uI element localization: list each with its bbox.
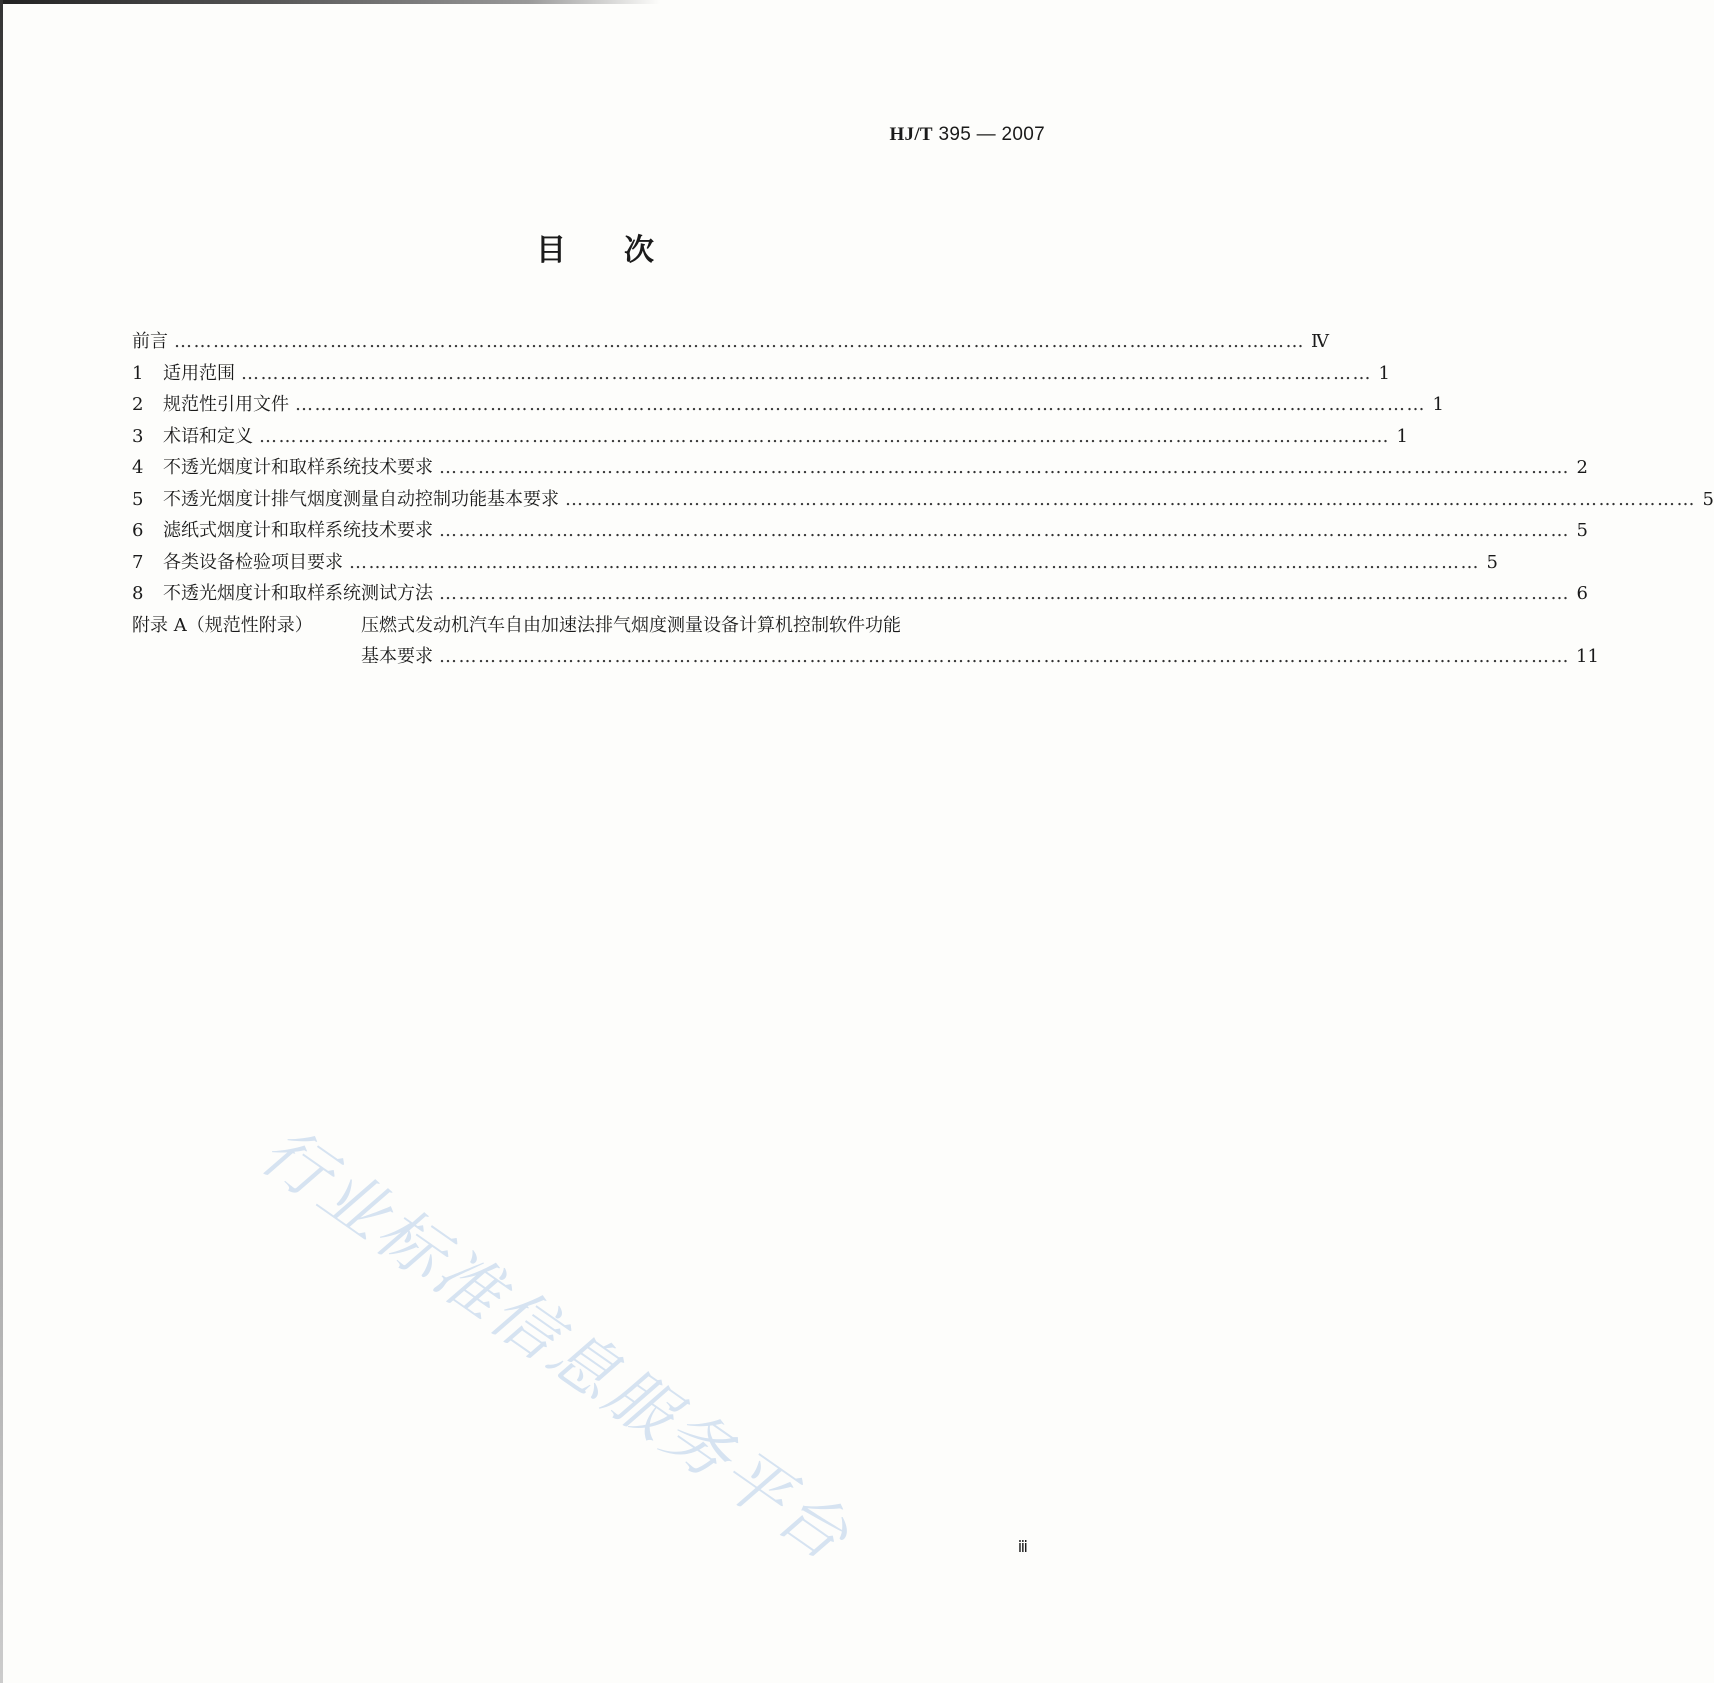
toc-label: 规范性引用文件 — [163, 394, 289, 415]
toc-page: 5 — [1702, 488, 1714, 510]
toc-label: 不透光烟度计排气烟度测量自动控制功能基本要求 — [163, 488, 559, 510]
toc-entry[interactable] — [132, 516, 1588, 548]
toc-page: 5 — [1576, 520, 1588, 541]
toc-number: 8 — [132, 583, 144, 604]
toc-entry[interactable] — [132, 485, 1714, 517]
toc-page: 1 — [1378, 362, 1390, 384]
toc-page: 1 — [1432, 394, 1444, 415]
toc-number: 7 — [132, 551, 144, 573]
standard-number: 395 — 2007 — [932, 124, 1045, 145]
toc-page: 2 — [1576, 457, 1588, 478]
dot-leader: ………………………………………………………………………………………………………………………………………………………… — [259, 425, 1390, 447]
appendix-title-line2: 基本要求 — [361, 646, 433, 667]
toc-number: 3 — [132, 425, 144, 447]
toc-label: 前言 — [132, 331, 168, 352]
toc-entry[interactable] — [132, 327, 1329, 359]
toc-page: 6 — [1576, 583, 1588, 604]
toc-appendix-entry[interactable] — [132, 611, 1046, 643]
toc-label: 滤纸式烟度计和取样系统技术要求 — [163, 520, 433, 541]
toc-page: 11 — [1576, 646, 1599, 667]
toc-appendix-continuation[interactable] — [132, 642, 1599, 674]
toc-entry[interactable] — [132, 359, 1390, 391]
dot-leader: ………………………………………………………………………………………………………………………………………………………… — [349, 551, 1480, 573]
dot-leader: ………………………………………………………………………………………………………………………………………………………… — [565, 488, 1696, 510]
toc-entry[interactable] — [132, 453, 1588, 485]
toc-title: 目次 — [536, 233, 712, 268]
toc-label: 不透光烟度计和取样系统技术要求 — [163, 457, 433, 478]
toc-page: 1 — [1396, 425, 1408, 447]
standard-prefix: HJ/T — [889, 124, 933, 145]
dot-leader: ………………………………………………………………………………………………………………………………………………………… — [439, 457, 1570, 478]
toc-entry[interactable] — [132, 390, 1444, 422]
toc-label: 不透光烟度计和取样系统测试方法 — [163, 583, 433, 604]
toc-label: 各类设备检验项目要求 — [163, 551, 343, 573]
dot-leader: ………………………………………………………………………………………………………………………………………………………… — [241, 362, 1372, 384]
dot-leader: ………………………………………………………………………………………………………………………………………………………… — [439, 646, 1570, 667]
standard-code — [889, 124, 1045, 146]
table-of-contents — [132, 327, 1714, 674]
appendix-title-line1: 压燃式发动机汽车自由加速法排气烟度测量设备计算机控制软件功能 — [361, 614, 901, 636]
toc-page: Ⅳ — [1311, 331, 1329, 352]
dot-leader: ………………………………………………………………………………………………………………………………………………………… — [439, 583, 1570, 604]
toc-number: 4 — [132, 457, 144, 478]
toc-label: 适用范围 — [163, 362, 235, 384]
toc-number: 5 — [132, 488, 144, 510]
appendix-lead: 附录 A（规范性附录） — [132, 614, 313, 636]
toc-entry[interactable] — [132, 579, 1588, 611]
toc-number: 1 — [132, 362, 144, 384]
scan-edge-top — [0, 0, 660, 4]
toc-number: 2 — [132, 394, 144, 415]
watermark: 行业标准信息服务平台 — [247, 1112, 865, 1577]
toc-entry[interactable] — [132, 548, 1498, 580]
dot-leader: ………………………………………………………………………………………………………………………………………………………… — [174, 331, 1305, 352]
toc-number: 6 — [132, 520, 144, 541]
toc-label: 术语和定义 — [163, 425, 253, 447]
dot-leader: ………………………………………………………………………………………………………………………………………………………… — [439, 520, 1570, 541]
toc-page: 5 — [1486, 551, 1498, 573]
page-number: ⅲ — [1017, 1539, 1028, 1556]
toc-entry[interactable] — [132, 422, 1408, 454]
dot-leader: ………………………………………………………………………………………………………………………………………………………… — [295, 394, 1426, 415]
